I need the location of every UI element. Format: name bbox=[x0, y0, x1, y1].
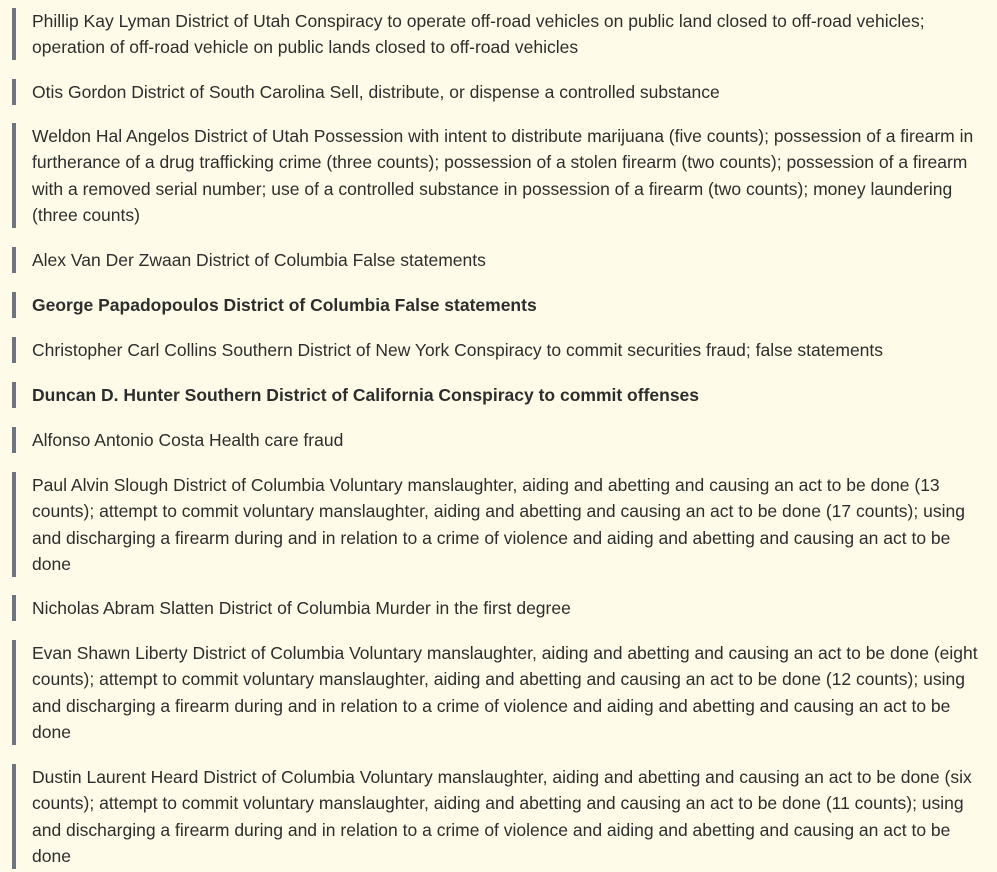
list-item: Duncan D. Hunter Southern District of California Conspiracy to commit offenses bbox=[12, 382, 992, 408]
list-item: Evan Shawn Liberty District of Columbia Voluntary manslaughter, aiding and abetting and causing an act to be done (eight counts); attempt to commit voluntary manslaughter, aiding and abetting and causing an act to be done (12 counts); using and discharging a firearm during and in relation to a crime of violence and aiding and abetting and causing an act to be done bbox=[12, 640, 992, 745]
list-item: George Papadopoulos District of Columbia False statements bbox=[12, 292, 992, 318]
list-item: Alfonso Antonio Costa Health care fraud bbox=[12, 427, 992, 453]
list-item: Phillip Kay Lyman District of Utah Conspiracy to operate off-road vehicles on public land closed to off-road vehicles; operation of off-road vehicle on public lands closed to off-road vehicles bbox=[12, 8, 992, 60]
list-item: Nicholas Abram Slatten District of Columbia Murder in the first degree bbox=[12, 595, 992, 621]
list-item: Weldon Hal Angelos District of Utah Possession with intent to distribute marijuana (five counts); possession of a firearm in furtherance of a drug trafficking crime (three counts); possession of a stolen firearm (two counts); possession of a firearm with a removed serial number; use of a controlled substance in possession of a firearm (two counts); money laundering (three counts) bbox=[12, 123, 992, 228]
list-item: Paul Alvin Slough District of Columbia Voluntary manslaughter, aiding and abetting and causing an act to be done (13 counts); attempt to commit voluntary manslaughter, aiding and abetting and causing an act to be done (17 counts); using and discharging a firearm during and in relation to a crime of violence and aiding and abetting and causing an act to be done bbox=[12, 472, 992, 577]
list-item: Dustin Laurent Heard District of Columbia Voluntary manslaughter, aiding and abetting and causing an act to be done (six counts); attempt to commit voluntary manslaughter, aiding and abetting and causing an act to be done (11 counts); using and discharging a firearm during and in relation to a crime of violence and aiding and abetting and causing an act to be done bbox=[12, 764, 992, 869]
list-item: Otis Gordon District of South Carolina Sell, distribute, or dispense a controlled substance bbox=[12, 79, 992, 105]
list-item: Christopher Carl Collins Southern District of New York Conspiracy to commit securities fraud; false statements bbox=[12, 337, 992, 363]
list-item: Alex Van Der Zwaan District of Columbia False statements bbox=[12, 247, 992, 273]
